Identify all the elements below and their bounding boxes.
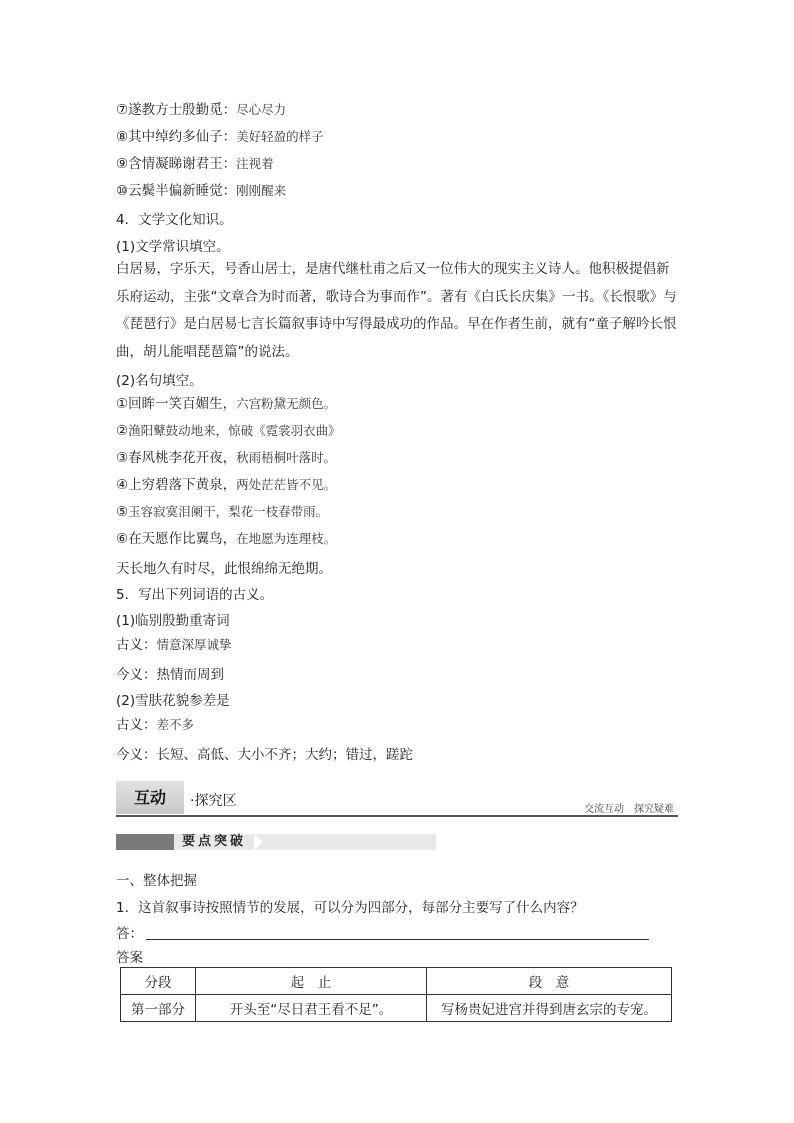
answer-label: 答：: [116, 926, 143, 942]
literary-knowledge-paragraph: 白居易，字乐天，号香山居士，是唐代继杜甫之后又一位伟大的现实主义诗人。他积极提倡新乐府运动，主张“文章合为时而著，歌诗合为事而作”。著有《白氏长庆集》一书。《长恨歌》与《琵琶行》是白居易七言长篇叙事诗中写得最成功的作品。早在作者生前，就有“童子解吟长恨曲，胡儿能唱琵琶篇”的说法。: [116, 261, 677, 360]
q5-gu-1: [116, 636, 232, 654]
explain-meaning: 注视着: [236, 156, 274, 171]
quote-given: ②: [116, 423, 129, 439]
explain-meaning: 尽心尽力: [236, 102, 287, 117]
quote-answer: 秋雨梧桐叶落时。: [236, 450, 337, 465]
part1-question: 1．这首叙事诗按照情节的发展，可以分为四部分，每部分主要写了什么内容？: [116, 900, 584, 916]
table-cell: 写杨贵妃进宫并得到唐玄宗的专宠。: [427, 995, 672, 1022]
quote-item: [116, 503, 328, 521]
key-points-label: 要点突破: [178, 834, 254, 850]
explain-meaning: 美好轻盈的样子: [236, 129, 324, 144]
explain-item-9: [116, 155, 274, 173]
section-banner: [116, 781, 678, 818]
explain-item-10: [116, 182, 286, 200]
explain-word: ⑧其中绰约多仙子：: [116, 129, 237, 145]
quote-last-line: 天长地久有时尽，此恨绵绵无绝期。: [116, 561, 332, 577]
gu-label: 古义：: [116, 637, 157, 653]
segment-table: [120, 967, 672, 1022]
answer-heading: 答案: [116, 950, 143, 966]
table-header: 起 止: [196, 968, 427, 995]
q5-heading: 5．写出下列词语的古义。: [116, 587, 274, 603]
quote-given: ③春风桃李花开夜，: [116, 450, 237, 466]
table-header: 段 意: [427, 968, 672, 995]
q4-sub1: (1)文学常识填空。: [116, 239, 230, 255]
explain-word: ⑨含情凝睇谢君王：: [116, 156, 237, 172]
table-cell: 开头至“尽日君王看不足”。: [196, 995, 427, 1022]
explain-meaning: 刚刚醒来: [236, 183, 287, 198]
banner-divider: [116, 815, 678, 817]
quote-given: ⑥在天愿作比翼鸟，: [116, 531, 237, 547]
gu-value: 情意深厚诚挚: [156, 637, 232, 652]
quote-item: [116, 449, 336, 467]
quote-answer: 两处茫茫皆不见。: [236, 477, 337, 492]
quote-item: [116, 476, 336, 494]
gu-value: 差不多: [156, 717, 195, 732]
gu-label: 古义：: [116, 717, 157, 733]
q5-item-2: (2)雪肤花貌参差是: [116, 693, 230, 709]
explain-item-7: [116, 101, 286, 119]
quote-given: ④上穷碧落下黄泉，: [116, 477, 237, 493]
table-header-row: [121, 968, 672, 995]
quote-answer: 渔阳鼙鼓动地来，惊破《霓裳羽衣曲》: [128, 423, 341, 438]
quote-item: [116, 422, 341, 440]
q5-jin-1: 今义：热情而周到: [116, 667, 224, 683]
q4-heading: 4．文学文化知识。: [116, 212, 233, 228]
banner-subtitle: ·探究区: [190, 793, 237, 809]
table-row: [121, 995, 672, 1022]
key-points-bar: [116, 834, 436, 850]
q5-gu-2: [116, 716, 194, 734]
chevron-right-icon: [254, 834, 263, 850]
quote-answer: 在地愿为连理枝。: [236, 531, 337, 546]
table-header: 分段: [121, 968, 196, 995]
quote-item: [116, 530, 336, 548]
quote-given: ①回眸一笑百媚生，: [116, 396, 237, 412]
quote-answer: 六宫粉黛无颜色。: [236, 396, 337, 411]
table-cell: 第一部分: [121, 995, 196, 1022]
explain-word: ⑦遂教方士殷勤觅：: [116, 102, 237, 118]
q5-item-1: (1)临别殷勤重寄词: [116, 613, 230, 629]
quote-answer: 玉容寂寞泪阑干，梨花一枝春带雨。: [128, 504, 329, 519]
q4-sub2: (2)名句填空。: [116, 373, 203, 389]
part1-heading: 一、整体把握: [116, 873, 197, 889]
explain-item-8: [116, 128, 324, 146]
q5-jin-2: 今义：长短、高低、大小不齐；大约；错过，蹉跎: [116, 747, 413, 763]
explain-word: ⑩云鬓半偏新睡觉：: [116, 183, 237, 199]
bar-dark-block: [116, 834, 174, 850]
answer-blank-line: [146, 939, 649, 940]
banner-right-text: 交流互动 探究疑难: [584, 804, 674, 815]
banner-title: 互动: [116, 781, 184, 814]
quote-given: ⑤: [116, 504, 129, 520]
quote-item: [116, 395, 336, 413]
